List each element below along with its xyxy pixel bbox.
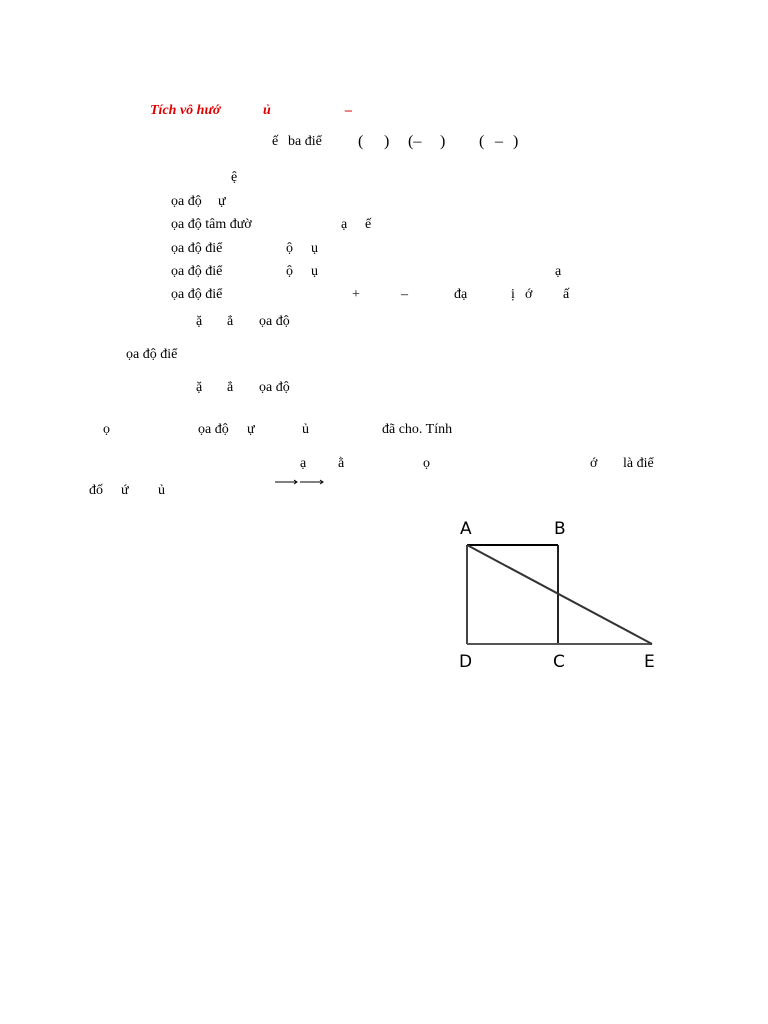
- line6-frag-3: ụ: [311, 264, 318, 279]
- line3-frag-2: ự: [218, 194, 226, 209]
- line7-frag-3: –: [401, 287, 408, 302]
- line13-frag-2: ứ: [121, 483, 129, 498]
- title-part-1: Tích vô hướ: [150, 103, 221, 118]
- line7-frag-2: +: [352, 287, 360, 302]
- line4-frag-2: ạ: [341, 217, 348, 232]
- label-b: B: [554, 519, 566, 539]
- line1-frag-8: –: [495, 133, 503, 150]
- line8-frag-1: ặ: [196, 314, 203, 329]
- line12-frag-3: ọ: [423, 456, 430, 471]
- line10-frag-1: ặ: [196, 380, 203, 395]
- line3-frag-1: ọa độ: [171, 194, 202, 209]
- line5-frag-1: ọa độ điể: [171, 241, 223, 256]
- line1-frag-9: ): [513, 133, 519, 150]
- line11-frag-1: ọ: [103, 422, 110, 437]
- line7-frag-1: ọa độ điể: [171, 287, 223, 302]
- line5-frag-3: ụ: [311, 241, 318, 256]
- line1-frag-6: ): [440, 133, 446, 150]
- geometry-figure: [452, 512, 667, 677]
- line7-frag-4: đạ: [454, 287, 468, 302]
- line7-frag-6: ớ: [525, 287, 533, 302]
- vector-arrows: [275, 476, 325, 486]
- line7-frag-7: ấ: [563, 287, 570, 302]
- line10-frag-3: ọa độ: [259, 380, 290, 395]
- line9-frag-1: ọa độ điể: [126, 347, 178, 362]
- line12-frag-2: ằ: [338, 456, 345, 471]
- line13-frag-3: ủ: [158, 483, 165, 498]
- line1-frag-1: ế: [272, 134, 279, 149]
- line7-frag-5: ị: [511, 287, 515, 302]
- line11-frag-3: ự: [247, 422, 255, 437]
- label-a: A: [460, 519, 472, 539]
- line5-frag-2: ộ: [286, 241, 293, 256]
- line2-frag-1: ệ: [231, 170, 238, 185]
- line4-frag-3: ế: [365, 217, 372, 232]
- line8-frag-2: ẳ: [227, 314, 234, 329]
- line12-frag-1: ạ: [300, 456, 307, 471]
- title-part-3: –: [345, 103, 352, 118]
- line11-frag-5: đã cho. Tính: [382, 422, 453, 437]
- title-part-2: ủ: [263, 103, 271, 118]
- line1-frag-5: (–: [408, 133, 422, 150]
- line6-frag-2: ộ: [286, 264, 293, 279]
- label-c: C: [553, 652, 565, 672]
- segment-ae: [467, 545, 652, 644]
- line10-frag-2: ẳ: [227, 380, 234, 395]
- line12-frag-4: ớ: [590, 456, 598, 471]
- line12-frag-5: là điể: [623, 456, 654, 471]
- line1-frag-4: ): [384, 133, 390, 150]
- line8-frag-3: ọa độ: [259, 314, 290, 329]
- line4-frag-1: ọa độ tâm đườ: [171, 217, 252, 232]
- line11-frag-4: ủ: [302, 422, 309, 437]
- line6-frag-1: ọa độ điể: [171, 264, 223, 279]
- line1-frag-2: ba điể: [288, 134, 322, 149]
- label-d: D: [459, 652, 473, 672]
- line6-frag-4: ạ: [555, 264, 562, 279]
- line1-frag-7: (: [479, 133, 485, 150]
- label-e: E: [644, 652, 655, 672]
- line1-frag-3: (: [358, 133, 364, 150]
- line13-frag-1: đố: [89, 483, 103, 498]
- line11-frag-2: ọa độ: [198, 422, 229, 437]
